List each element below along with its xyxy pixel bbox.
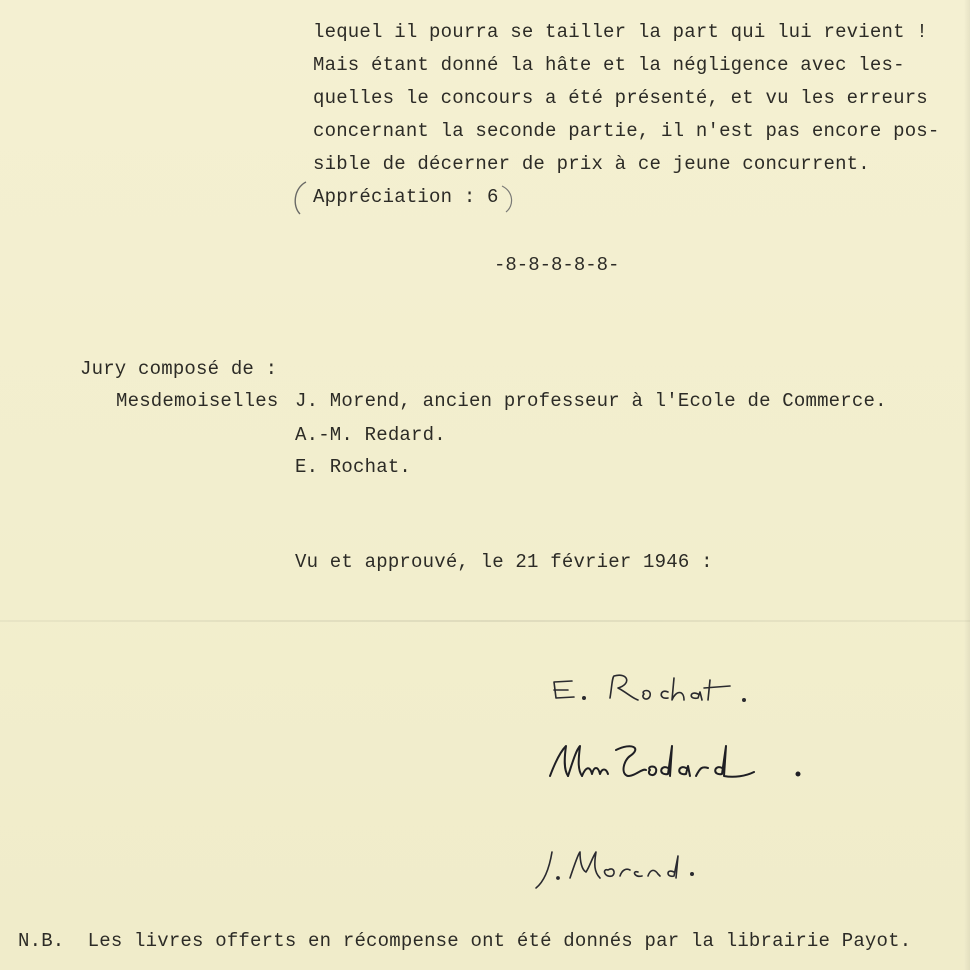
paper-fold-line bbox=[0, 620, 970, 622]
footnote: N.B. Les livres offerts en récompense ont été donnés par la librairie Payot. bbox=[18, 930, 912, 952]
paragraph-line-3: quelles le concours a été présenté, et vu les erreurs bbox=[313, 87, 928, 109]
section-separator: -8-8-8-8-8- bbox=[494, 254, 620, 276]
jury-member-3: E. Rochat. bbox=[295, 456, 412, 478]
signature-rochat bbox=[548, 664, 768, 714]
paper-edge-shadow bbox=[964, 0, 970, 970]
signature-redard bbox=[546, 738, 816, 790]
signature-morend bbox=[530, 840, 730, 896]
appreciation-score: Appréciation : 6 bbox=[313, 186, 499, 208]
paragraph-line-2: Mais étant donné la hâte et la négligence avec les- bbox=[313, 54, 905, 76]
paragraph-line-4: concernant la seconde partie, il n'est pas encore pos- bbox=[313, 120, 940, 142]
jury-intro: Jury composé de : bbox=[80, 358, 278, 380]
paragraph-line-1: lequel il pourra se tailler la part qui lui revient ! bbox=[313, 21, 928, 43]
jury-member-2: A.-M. Redard. bbox=[295, 424, 446, 446]
jury-title: Mesdemoiselles bbox=[116, 390, 279, 412]
jury-member-1: J. Morend, ancien professeur à l'Ecole de Commerce. bbox=[295, 390, 887, 412]
paragraph-line-5: sible de décerner de prix à ce jeune concurrent. bbox=[313, 153, 870, 175]
pencil-circle-mark bbox=[292, 180, 522, 216]
approval-line: Vu et approuvé, le 21 février 1946 : bbox=[295, 551, 713, 573]
